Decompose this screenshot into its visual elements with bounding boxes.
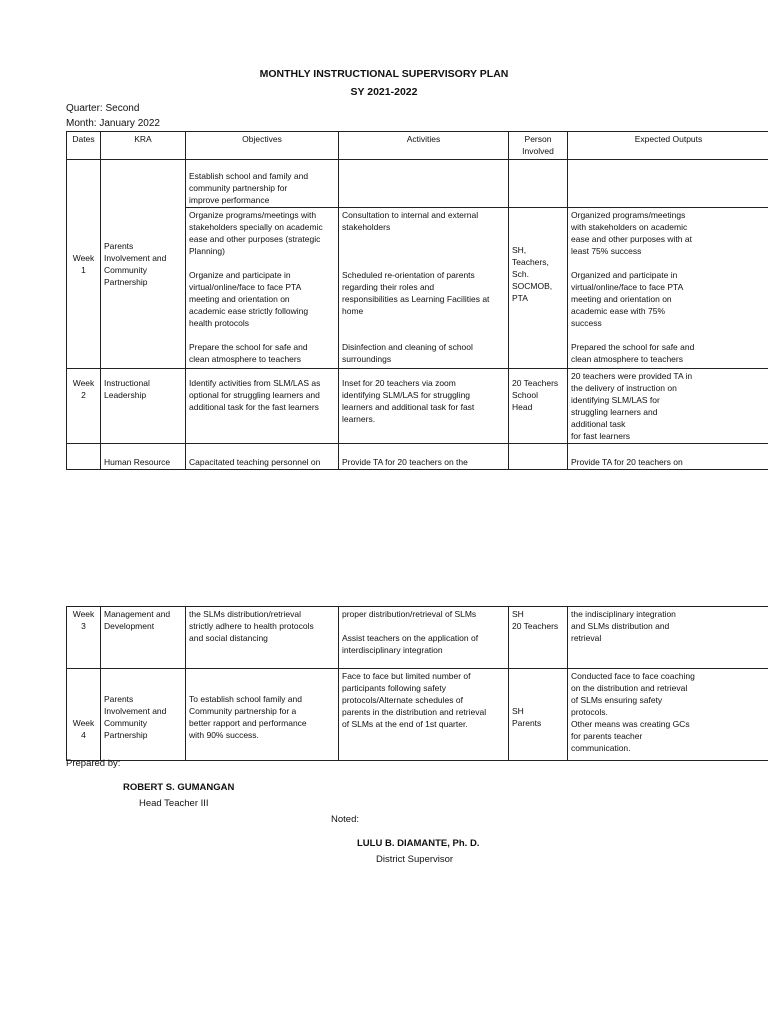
col-header-person: Person Involved — [509, 132, 568, 160]
plan-table-lower — [66, 606, 768, 761]
col-header-dates: Dates — [67, 132, 101, 160]
table-row — [67, 444, 768, 470]
hr-output: Provide TA for 20 teachers on — [568, 444, 768, 470]
week2-output: 20 teachers were provided TA in the delivery of instruction on identifying SLM/LAS for struggling learners and additional task for fast learners — [568, 369, 768, 444]
col-header-objectives: Objectives — [186, 132, 339, 160]
preparer-name: ROBERT S. GUMANGAN — [123, 782, 235, 793]
week1-date: Week 1 — [67, 160, 101, 369]
week3-output: the indisciplinary integration and SLMs distribution and retrieval — [568, 607, 768, 669]
hr-kra: Human Resource — [101, 444, 186, 470]
table-row — [67, 607, 768, 669]
noter-name: LULU B. DIAMANTE, Ph. D. — [357, 838, 480, 849]
hr-objective: Capacitated teaching personnel on — [186, 444, 339, 470]
col-header-outputs: Expected Outputs — [568, 132, 768, 160]
month-label: Month: January 2022 — [66, 118, 160, 129]
week2-person: 20 Teachers School Head — [509, 369, 568, 444]
week1-outputs: Organized programs/meetings with stakeholders on academic ease and other purposes with at least 75% success Organized and participate in virtual/online/face to face PTA meeting and orientation on academic ease with 75% success Prepared the school for safe and clean atmosphere to teachers — [568, 208, 768, 369]
col-header-kra: KRA — [101, 132, 186, 160]
week2-date: Week 2 — [67, 369, 101, 444]
week3-objective: the SLMs distribution/retrieval strictly adhere to health protocols and social distancing — [186, 607, 339, 669]
week3-kra: Management and Development — [101, 607, 186, 669]
noter-title: District Supervisor — [376, 854, 454, 865]
preparer-title: Head Teacher III — [139, 798, 209, 809]
week1-objective-intro: Establish school and family and community partnership for improve performance — [186, 160, 339, 208]
week2-activity: Inset for 20 teachers via zoom identifying SLM/LAS for struggling learners and additional task for fast learners. — [339, 369, 509, 444]
quarter-label: Quarter: Second — [66, 103, 140, 114]
week4-activity: Face to face but limited number of participants following safety protocols/Alternate schedules of parents in the distribution and retrieval of SLMs at the end of 1st quarter. — [339, 669, 509, 761]
prepared-by-label: Prepared by: — [66, 758, 121, 769]
week1-person: SH, Teachers, Sch. SOCMOB, PTA — [509, 208, 568, 369]
week4-output: Conducted face to face coaching on the distribution and retrieval of SLMs ensuring safety protocols. Other means was creating GCs for parents teacher communication. — [568, 669, 768, 761]
week1-activities: Consultation to internal and external stakeholders Scheduled re-orientation of parents regarding their roles and responsibilities as Learning Facilities at home Disinfection and cleaning of school surroundings — [339, 208, 509, 369]
week1-objectives: Organize programs/meetings with stakeholders specially on academic ease and other purposes (strategic Planning) Organize and participate in virtual/online/face to face PTA meeting and orientation on academic ease strictly following health protocols Prepare the school for safe and clean atmosphere to teachers — [186, 208, 339, 369]
hr-activity: Provide TA for 20 teachers on the — [339, 444, 509, 470]
week3-date: Week 3 — [67, 607, 101, 669]
col-header-activities: Activities — [339, 132, 509, 160]
week4-person: SH Parents — [509, 669, 568, 761]
week4-objective: To establish school family and Community partnership for a better rapport and performance with 90% success. — [186, 669, 339, 761]
school-year: SY 2021-2022 — [350, 86, 418, 98]
week2-objective: Identify activities from SLM/LAS as optional for struggling learners and additional task for the fast learners — [186, 369, 339, 444]
table-row — [67, 160, 768, 208]
plan-table-upper — [66, 131, 768, 470]
table-row — [67, 369, 768, 444]
table-header-row — [67, 132, 768, 160]
document-title: MONTHLY INSTRUCTIONAL SUPERVISORY PLAN — [259, 68, 509, 80]
table-row — [67, 669, 768, 761]
week1-kra: Parents Involvement and Community Partnership — [101, 160, 186, 369]
week4-kra: Parents Involvement and Community Partnership — [101, 669, 186, 761]
week2-kra: Instructional Leadership — [101, 369, 186, 444]
week3-person: SH 20 Teachers — [509, 607, 568, 669]
week4-date: Week 4 — [67, 669, 101, 761]
noted-label: Noted: — [331, 814, 359, 825]
week3-activity: proper distribution/retrieval of SLMs Assist teachers on the application of interdisciplinary integration — [339, 607, 509, 669]
